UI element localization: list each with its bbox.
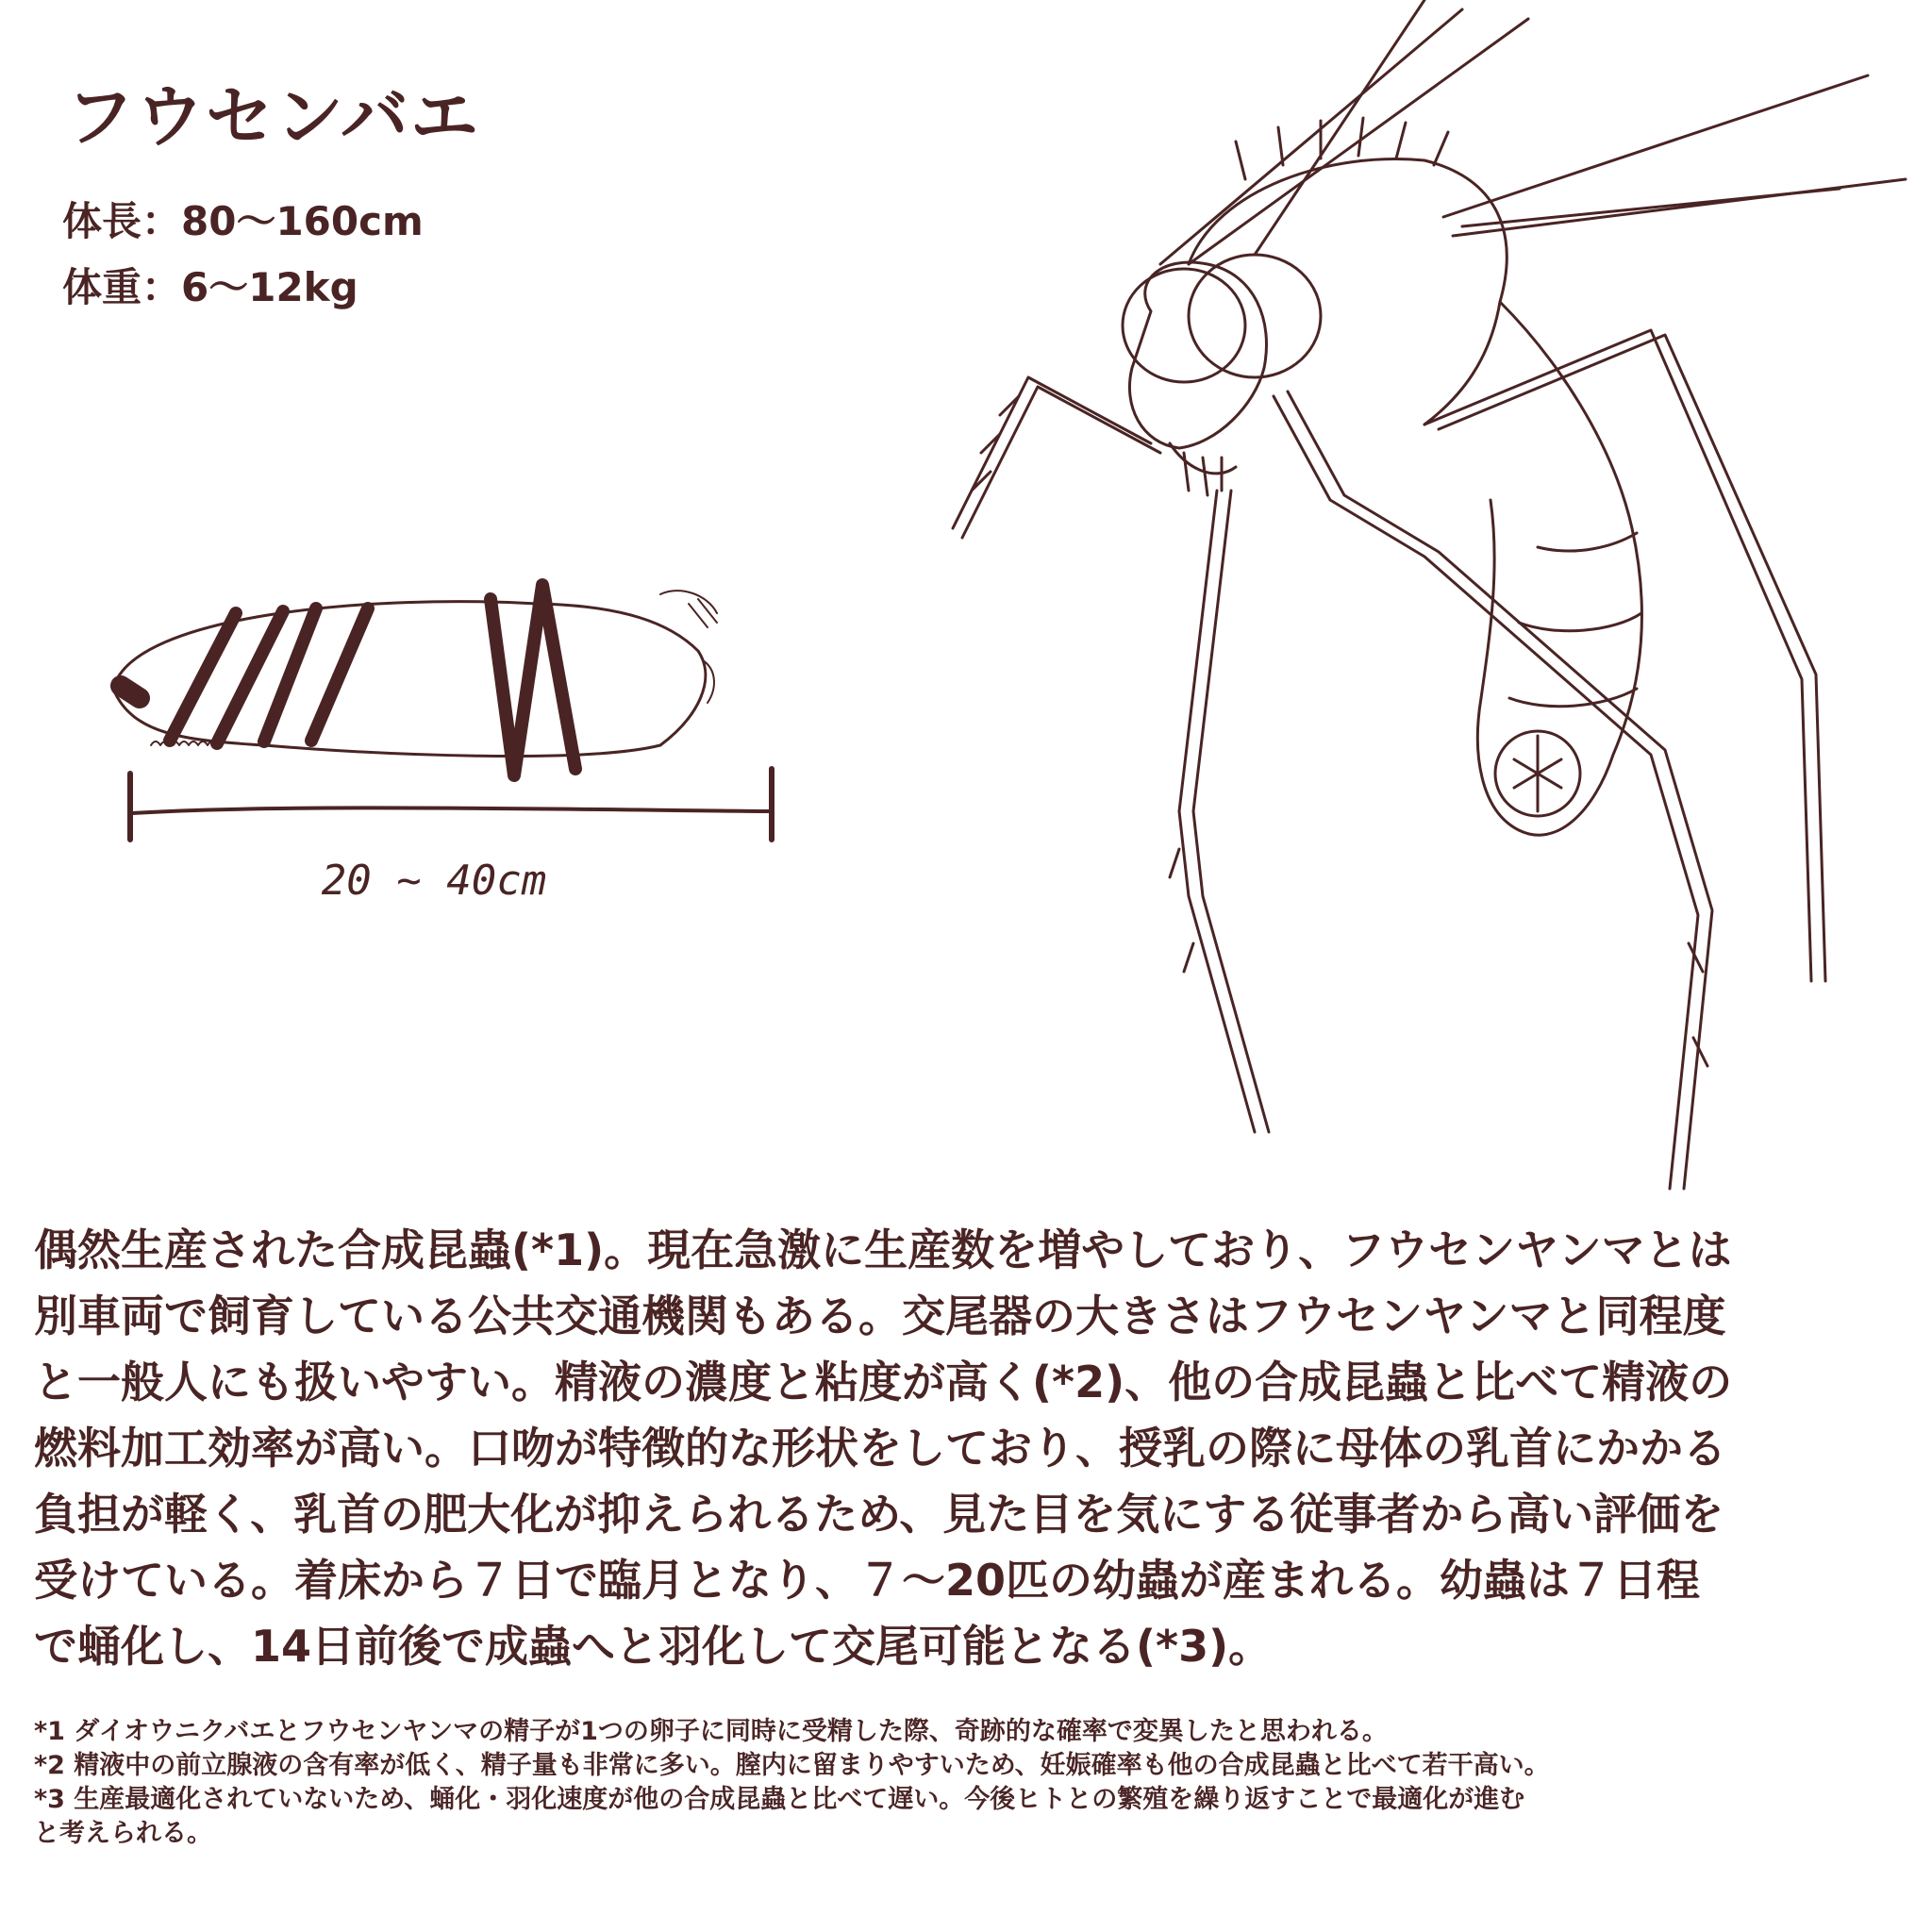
description-line: で蛹化し、14日前後で成蟲へと羽化して交尾可能となる(*3)。	[34, 1621, 1273, 1672]
page-title: フウセンバエ	[66, 77, 480, 157]
description-line: と一般人にも扱いやすい。精液の濃度と粘度が高く(*2)、他の合成昆蟲と比べて精液の	[34, 1357, 1733, 1407]
description-line: 負担が軽く、乳首の肥大化が抑えられるため、見た目を気にする従事者から高い評価を	[34, 1489, 1724, 1540]
description-line: 燃料加工効率が高い。口吻が特徴的な形状をしており、授乳の際に母体の乳首にかかる	[34, 1423, 1726, 1474]
description-line: 偶然生産された合成昆蟲(*1)。現在急激に生産数を増やしており、フウセンヤンマとは	[34, 1224, 1732, 1275]
footnote-line: *1 ダイオウニクバエとフウセンヤンマの精子が1つの卵子に同時に受精した際、奇跡的な確率で変異したと思われる。	[34, 1717, 1388, 1746]
stats-block	[62, 189, 424, 321]
description-line: 受けている。着床から７日で臨月となり、７〜20匹の幼蟲が産まれる。幼蟲は７日程	[34, 1555, 1701, 1606]
description-line: 別車両で飼育している公共交通機関もある。交尾器の大きさはフウセンヤンマと同程度	[34, 1291, 1726, 1341]
footnotes	[34, 1715, 1911, 1851]
fly-illustration	[934, 0, 1932, 1198]
footnote-line: *2 精液中の前立腺液の含有率が低く、精子量も非常に多い。膣内に留まりやすいため、妊娠確率も他の合成昆蟲と比べて若干高い。	[34, 1751, 1550, 1780]
description-text	[34, 1217, 1911, 1679]
footnote-line: と考えられる。	[34, 1819, 212, 1848]
pupa-illustration	[94, 557, 811, 934]
body-weight: 体重：6〜12kg	[62, 264, 358, 310]
footnote-line: *3 生産最適化されていないため、蛹化・羽化速度が他の合成昆蟲と比べて遅い。今後ヒトとの繁殖を繰り返すことで最適化が進む	[34, 1785, 1525, 1814]
body-length: 体長：80〜160cm	[62, 198, 424, 244]
scale-label: 20 ~ 40cm	[321, 857, 547, 905]
